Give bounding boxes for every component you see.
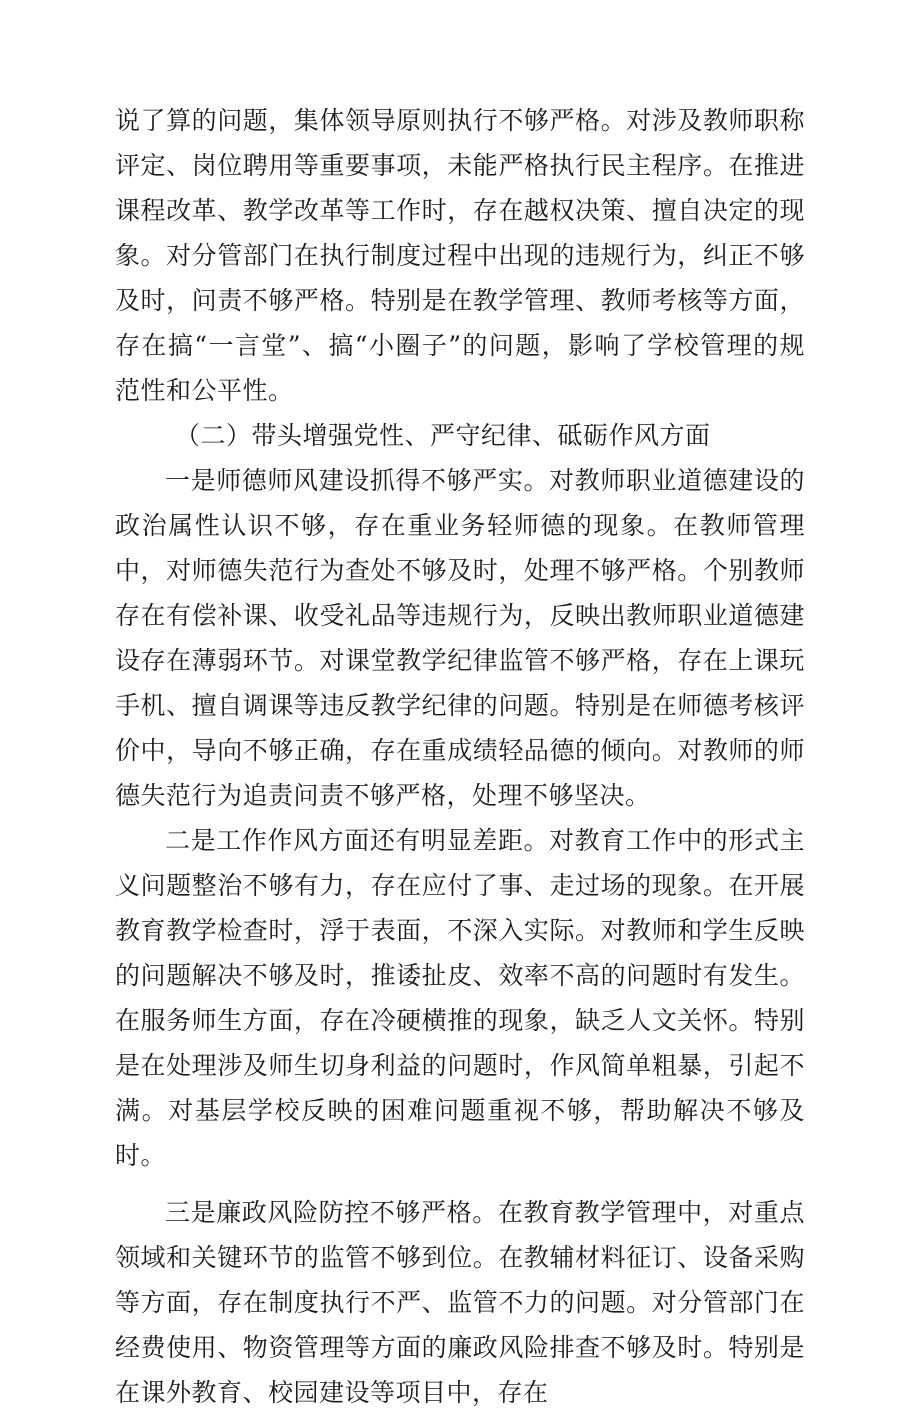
paragraph-item-two: 二是工作作风方面还有明显差距。对教育工作中的形式主义问题整治不够有力，存在应付了事、走过场的现象。在开展教育教学检查时，浮于表面，不深入实际。对教师和学生反映的问题解决不够及时，推诿扯皮、效率不高的问题时有发生。在服务师生方面，存在冷硬横推的现象，缺乏人文关怀。特别是在处理涉及师生切身利益的问题时，作风简单粗暴，引起不满。对基层学校反映的困难问题重视不够，帮助解决不够及时。 [115, 826, 805, 1170]
paragraph-continuation: 说了算的问题，集体领导原则执行不够严格。对涉及教师职称评定、岗位聘用等重要事项，未能严格执行民主程序。在推进课程改革、教学改革等工作时，存在越权决策、擅自决定的现象。对分管部门在执行制度过程中出现的违规行为，纠正不够及时，问责不够严格。特别是在教学管理、教师考核等方面，存在搞“一言堂”、搞“小圈子”的问题，影响了学校管理的规范性和公平性。 [115, 106, 805, 405]
document-body [115, 98, 805, 1415]
paragraph-item-three: 三是廉政风险防控不够严格。在教育教学管理中，对重点领域和关键环节的监管不够到位。在教辅材料征订、设备采购等方面，存在制度执行不严、监管不力的问题。对分管部门在经费使用、物资管理等方面的廉政风险排查不够及时。特别是在课外教育、校园建设等项目中，存在 [115, 1198, 805, 1407]
paragraph-item-one: 一是师德师风建设抓得不够严实。对教师职业道德建设的政治属性认识不够，存在重业务轻师德的现象。在教师管理中，对师德失范行为查处不够及时，处理不够严格。个别教师存在有偿补课、收受礼品等违规行为，反映出教师职业道德建设存在薄弱环节。对课堂教学纪律监管不够严格，存在上课玩手机、擅自调课等违反教学纪律的问题。特别是在师德考核评价中，导向不够正确，存在重成绩轻品德的倾向。对教师的师德失范行为追责问责不够严格，处理不够坚决。 [115, 466, 805, 810]
section-heading: （二）带头增强党性、严守纪律、砥砺作风方面 [175, 421, 711, 450]
